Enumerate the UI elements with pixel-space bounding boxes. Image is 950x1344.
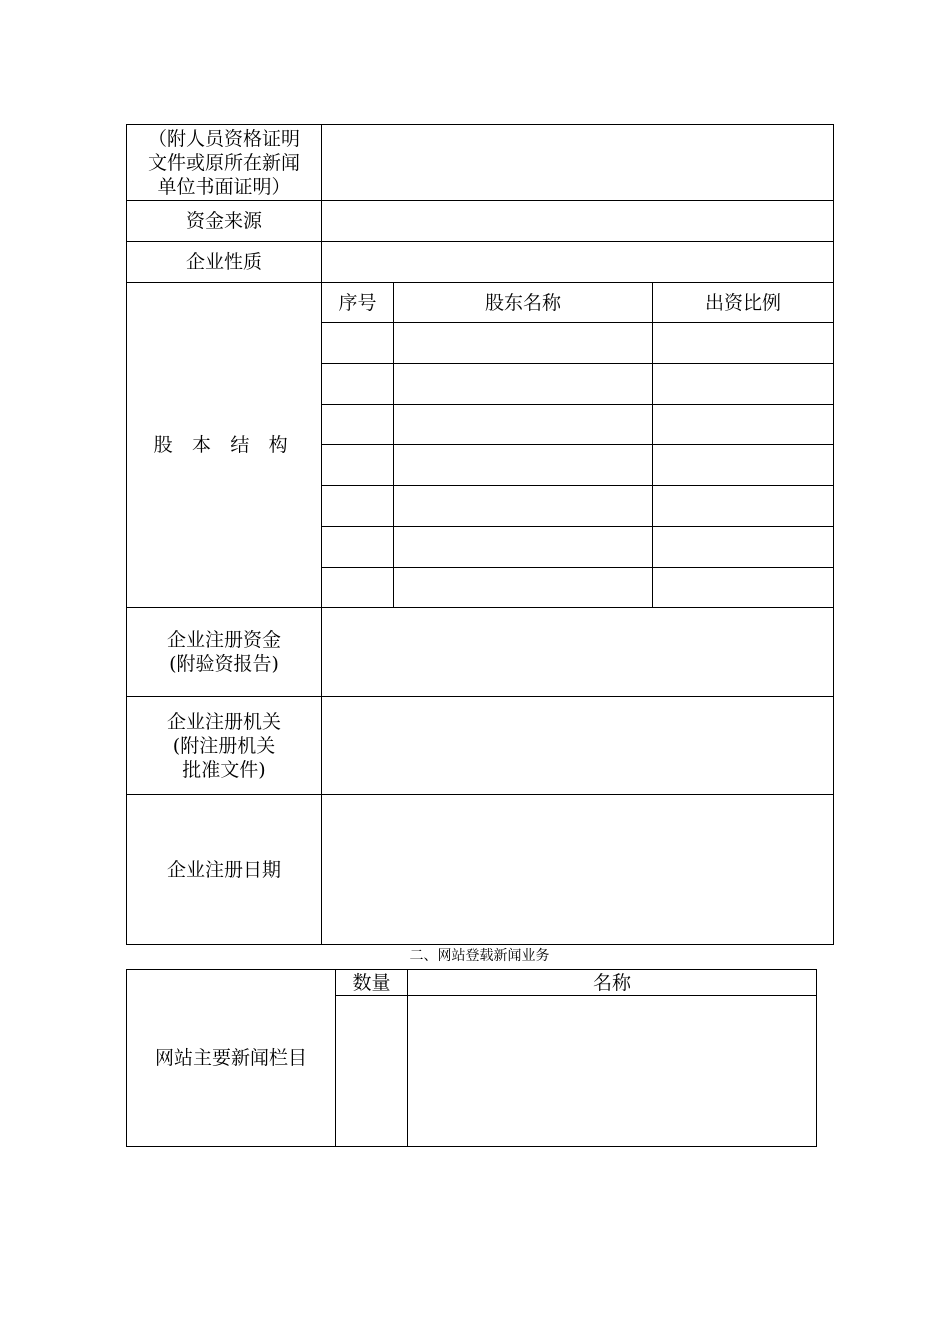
name-field[interactable] (408, 996, 817, 1147)
shareholder-name-cell[interactable] (394, 527, 653, 568)
funding-source-field[interactable] (322, 201, 834, 242)
shareholder-name-cell[interactable] (394, 364, 653, 405)
shareholder-ratio-cell[interactable] (653, 323, 834, 364)
quantity-field[interactable] (336, 996, 408, 1147)
registration-authority-label: 企业注册机关 (附注册机关 批准文件) (127, 697, 322, 795)
application-form-table (126, 124, 834, 945)
main-news-columns-label: 网站主要新闻栏目 (127, 970, 336, 1147)
shareholder-index-cell[interactable] (322, 486, 394, 527)
qualification-note-field[interactable] (322, 125, 834, 201)
funding-source-label: 资金来源 (127, 201, 322, 242)
quantity-header: 数量 (336, 970, 408, 996)
news-business-table (126, 969, 817, 1147)
registration-authority-field[interactable] (322, 697, 834, 795)
qualification-note-label: （附人员资格证明 文件或原所在新闻 单位书面证明） (127, 125, 322, 201)
registration-date-field[interactable] (322, 795, 834, 945)
shareholder-ratio-cell[interactable] (653, 527, 834, 568)
shareholder-ratio-cell[interactable] (653, 364, 834, 405)
shareholder-name-cell[interactable] (394, 568, 653, 608)
registered-capital-field[interactable] (322, 608, 834, 697)
shareholder-name-cell[interactable] (394, 486, 653, 527)
shareholder-index-cell[interactable] (322, 405, 394, 445)
shareholder-index-cell[interactable] (322, 527, 394, 568)
shareholder-ratio-cell[interactable] (653, 486, 834, 527)
enterprise-nature-field[interactable] (322, 242, 834, 283)
shareholder-index-cell[interactable] (322, 445, 394, 486)
equity-structure-label: 股 本 结 构 (127, 283, 322, 608)
shareholder-name-cell[interactable] (394, 445, 653, 486)
shareholder-ratio-cell[interactable] (653, 568, 834, 608)
registered-capital-label: 企业注册资金 (附验资报告) (127, 608, 322, 697)
registration-date-label: 企业注册日期 (127, 795, 322, 945)
shareholder-header-name: 股东名称 (394, 283, 653, 323)
shareholder-index-cell[interactable] (322, 364, 394, 405)
enterprise-nature-label: 企业性质 (127, 242, 322, 283)
name-header: 名称 (408, 970, 817, 996)
shareholder-index-cell[interactable] (322, 323, 394, 364)
shareholder-header-ratio: 出资比例 (653, 283, 834, 323)
shareholder-ratio-cell[interactable] (653, 405, 834, 445)
shareholder-name-cell[interactable] (394, 405, 653, 445)
shareholder-name-cell[interactable] (394, 323, 653, 364)
shareholder-index-cell[interactable] (322, 568, 394, 608)
section-title: 二、网站登载新闻业务 (409, 948, 550, 964)
shareholder-header-index: 序号 (322, 283, 394, 323)
shareholder-ratio-cell[interactable] (653, 445, 834, 486)
